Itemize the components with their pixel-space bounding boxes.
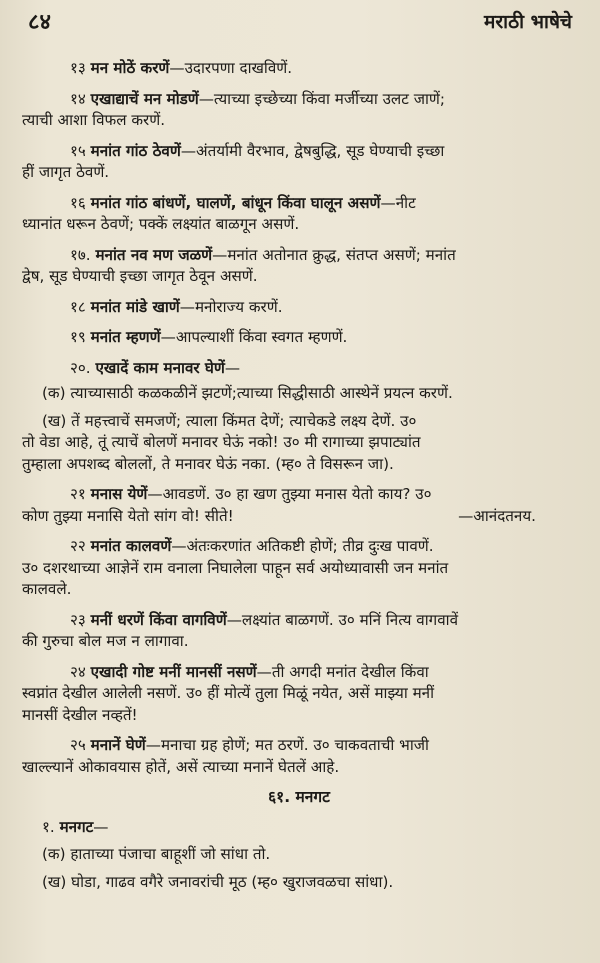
dictionary-entry [22, 141, 576, 184]
sub-entry [22, 872, 576, 894]
quote-line [22, 506, 576, 528]
entry-number: २४ [70, 662, 86, 681]
entry-headword: मनांत गांठ ठेवणें [90, 141, 181, 160]
entry-definition: द्वेष, सूड घेण्याची इच्छा जागृत ठेवून असणें. [22, 267, 258, 285]
sub-entry-text: घोडा, गाढव वगैरे जनावरांची मूठ (म्ह० खुराजवळचा सांधा). [71, 872, 394, 891]
entry-definition: —आवडणें. उ० हा खण तुझ्या मनास येतो काय? उ० [147, 485, 432, 503]
entry-definition: —लक्ष्यांत बाळगणें. उ० मनिं नित्य वागवावें [226, 610, 459, 629]
dictionary-entry [22, 536, 576, 601]
sub-entry [22, 844, 576, 866]
entry-definition: कालवले. [22, 580, 72, 598]
entry-definition: —आपल्याशीं किंवा स्वगत म्हणणें. [160, 328, 348, 346]
dictionary-entry [22, 358, 576, 380]
entry-number: १३ [70, 59, 86, 77]
sub-entry-label: (क) [42, 845, 66, 863]
entry-definition: —मनाचा ग्रह होणें; मत ठरणें. उ० चाकवताची भाजी [145, 736, 429, 754]
page-number: ८४ [28, 10, 51, 35]
entry-definition: खाल्ल्यानें ओकावयास होतें, असें त्याच्या मनानें घेतलें आहे. [22, 757, 340, 776]
sub-entry-label: (ख) [42, 411, 67, 430]
dictionary-entry [22, 297, 576, 319]
dictionary-entry [22, 610, 576, 653]
sub-entry-label: (ख) [42, 872, 67, 891]
running-head: मराठी भाषेचे [484, 11, 572, 33]
entry-definition: स्वप्नांत देखील आलेली नसणें. उ० हीं मोत्यें तुला मिळूं नयेत, असें माझ्या मनीं [22, 684, 435, 702]
entry-number: १८ [70, 297, 86, 316]
entry-definition: —नीट [380, 193, 416, 212]
quotation-source: —आनंदतनय. [458, 506, 536, 525]
entry-definition: मानसीं देखील नव्हतें! [22, 705, 138, 724]
dictionary-entry [22, 245, 576, 288]
dictionary-entry [22, 735, 576, 778]
sub-entry-text: तें महत्त्वाचें समजणें; त्याला किंमत देणें; त्याचेकडे लक्ष्य देणें. उ० [71, 411, 417, 430]
dictionary-entry [22, 193, 576, 236]
sub-entry [22, 383, 576, 405]
entry-number: १६ [70, 193, 86, 212]
dictionary-entry [22, 327, 576, 349]
section-heading: ६१. मनगट [268, 788, 330, 806]
item-number: १. [42, 817, 55, 836]
entry-number: २३ [70, 610, 86, 629]
section-item [22, 817, 576, 839]
dictionary-entry [22, 58, 576, 80]
dictionary-entry [22, 89, 576, 132]
entry-headword: मनीं धरणें किंवा वागविणें [90, 610, 227, 629]
entry-definition: —त्याच्या इच्छेच्या किंवा मर्जीच्या उलट जाणें; [198, 89, 446, 108]
entry-headword: मनांत गांठ बांधणें, घालणें, बांधून किंवा घालून असणें [90, 193, 381, 212]
entry-headword: मनांत म्हणणें [90, 328, 161, 346]
entry-definition: उ० दशरथाच्या आज्ञेनें राम वनाला निघालेला पाहून सर्व अयोध्यावासी जन मनांत [22, 558, 449, 577]
entry-number: १५ [70, 141, 86, 160]
page-body [22, 58, 576, 895]
entry-headword: मनानें घेणें [90, 736, 146, 754]
entry-definition: —मनांत अतोनात क्रुद्ध, संतप्त असणें; मनांत [212, 245, 456, 264]
entry-definition: त्याची आशा विफल करणें. [22, 111, 166, 129]
entry-number: १९ [70, 328, 86, 346]
item-dash: — [93, 817, 109, 836]
entry-definition: की गुरुचा बोल मज न लागावा. [22, 632, 189, 650]
entry-definition: हीं जागृत ठेवणें. [22, 163, 110, 181]
entry-headword: एखाद्याचें मन मोडणें [90, 89, 199, 108]
entry-headword: मनांत मांडे खाणें [90, 297, 180, 316]
entry-headword: एखादी गोष्ट मनीं मानसीं नसणें [90, 662, 257, 681]
entry-headword: एखादें काम मनावर घेणें [95, 358, 225, 377]
entry-definition: —अंतःकरणांत अतिकष्टी होणें; तीव्र दुःख पावणें. [171, 537, 434, 555]
sub-entry-text: हाताच्या पंजाचा बाहूशीं जो सांधा तो. [70, 845, 271, 863]
entry-definition: ध्यानांत धरून ठेवणें; पक्कें लक्ष्यांत बाळगून असणें. [22, 215, 300, 233]
entry-number: १४ [70, 89, 86, 108]
entry-definition: —उदारपणा दाखविणें. [169, 59, 293, 77]
entry-headword: मन मोठें करणें [90, 59, 170, 77]
sub-entry-text: तुम्हाला अपशब्द बोललों, ते मनावर घेऊं नका. (म्ह० ते विसरून जा). [22, 454, 394, 473]
entry-headword: मनांत कालवणें [90, 537, 172, 555]
sub-entry [22, 411, 576, 476]
sub-entry-text: तो वेडा आहे, तूं त्याचें बोलणें मनावर घेऊं नको! उ० मी रागाच्या झपाट्यांत [22, 433, 421, 451]
entry-number: २२ [70, 537, 86, 555]
sub-entry-label: (क) [42, 384, 66, 402]
entry-number: १७. [70, 245, 91, 264]
sub-entry-text: त्याच्यासाठी कळकळीनें झटणें;त्याच्या सिद्धीसाठी आस्थेनें प्रयत्न करणें. [70, 384, 453, 402]
entry-headword: मनांत नव मण जळणें [95, 245, 213, 264]
entry-definition: —मनोराज्य करणें. [179, 297, 283, 316]
dictionary-entry [22, 662, 576, 727]
item-headword: मनगट [59, 817, 94, 836]
dictionary-entry [22, 484, 576, 527]
entry-definition: — [224, 358, 241, 377]
entry-definition: —ती अगदी मनांत देखील किंवा [256, 662, 429, 681]
entry-definition: —अंतर्यामी वैरभाव, द्वेषबुद्धि, सूड घेण्याची इच्छा [180, 141, 445, 160]
entry-number: २५ [70, 736, 86, 754]
quotation: कोण तुझ्या मनासि येतो सांग वो! सीते! [22, 506, 234, 525]
entry-number: २०. [70, 358, 91, 377]
entry-headword: मनास येणें [90, 485, 148, 503]
entry-number: २१ [70, 485, 86, 503]
